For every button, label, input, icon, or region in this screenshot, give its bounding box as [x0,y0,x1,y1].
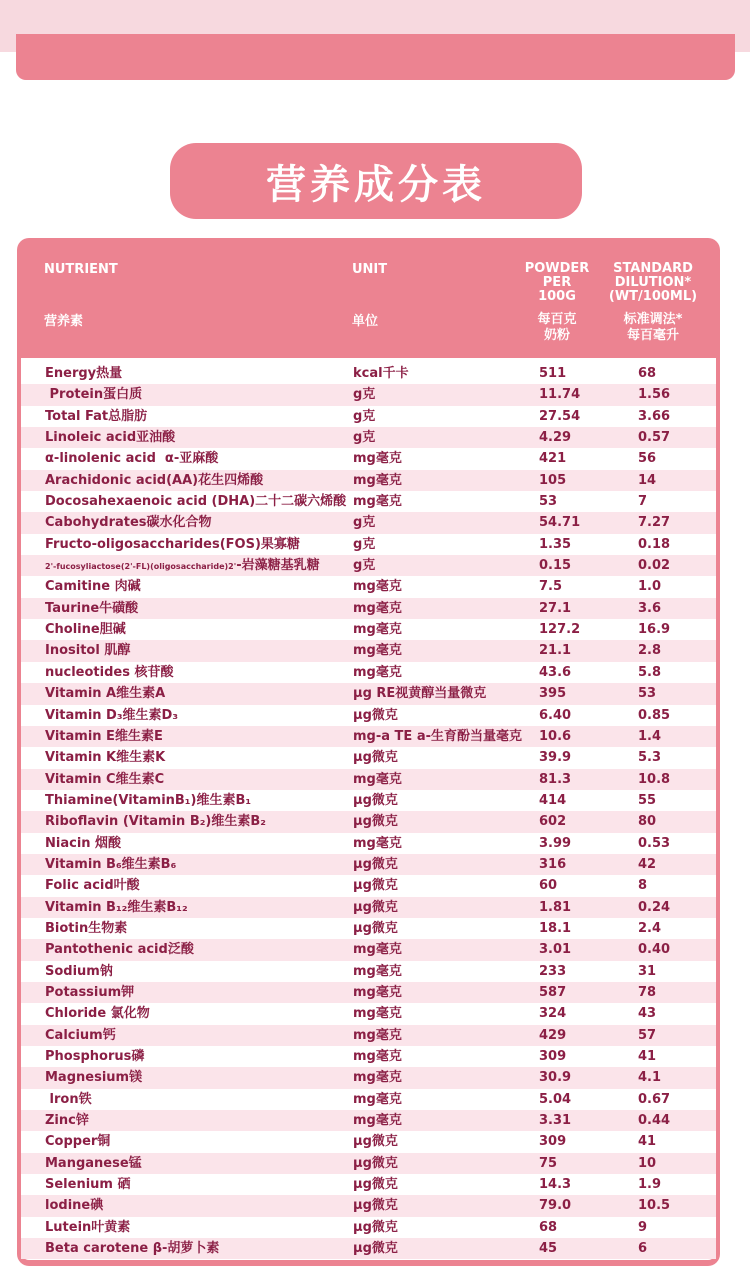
standard-value: 5.3 [638,750,662,766]
nutrient-unit: mg毫克 [353,771,402,787]
nutrient-name: Cabohydrates碳水化合物 [45,515,212,531]
header-unit-en: UNIT [352,262,388,277]
nutrient-unit: μg微克 [353,1241,398,1257]
nutrient-unit: g克 [353,387,376,403]
nutrient-unit: μg微克 [353,750,398,766]
nutrient-name: Taurine牛磺酸 [45,600,139,616]
table-row [21,918,716,939]
standard-value: 41 [638,1049,657,1064]
powder-value: 81.3 [539,771,572,787]
powder-value: 395 [539,686,567,702]
powder-value: 27.54 [539,408,581,424]
nutrient-unit: mg毫克 [353,1027,402,1043]
nutrient-unit: μg微克 [353,920,398,936]
header-nutrient-cn: 营养素 [44,314,84,329]
standard-value: 1.4 [638,728,662,744]
nutrient-unit: μg微克 [353,707,398,723]
powder-value: 602 [539,814,567,830]
nutrient-name: Vitamin B₁₂维生素B₁₂ [45,899,188,915]
nutrient-unit: mg毫克 [353,643,402,659]
table-row [21,598,716,619]
table-row [21,384,716,405]
table-row [21,1174,716,1195]
nutrient-unit: mg-a TE a-生育酚当量毫克 [353,728,522,744]
nutrient-name: lodine碘 [45,1198,104,1214]
header-std-cn-2: 每百毫升 [626,328,679,343]
powder-value: 7.5 [539,579,563,595]
nutrient-name: Vitamin B₆维生素B₆ [45,856,177,872]
powder-value: 43.6 [539,664,572,680]
powder-value: 5.04 [539,1091,572,1107]
header-powder-en-2: PER [542,275,572,290]
header-std-cn-1: 标准调法* [623,312,683,327]
table-row [21,683,716,704]
nutrient-unit: g克 [353,408,376,424]
standard-value: 43 [638,1006,657,1022]
table-row [21,512,716,533]
nutrient-name: Arachidonic acid(AA)花生四烯酸 [45,472,264,488]
nutrient-unit: mg毫克 [353,942,402,958]
nutrient-unit: mg毫克 [353,984,402,1000]
nutrient-name: Magnesium镁 [45,1070,143,1086]
table-row [21,811,716,832]
nutrient-name: Fructo-oligosaccharides(FOS)果寡糖 [45,536,300,552]
table-row [21,619,716,640]
standard-value: 2.4 [638,920,662,936]
header-powder-cn-2: 奶粉 [543,328,570,343]
standard-value: 1.0 [638,579,662,595]
powder-value: 309 [539,1134,567,1150]
powder-value: 11.74 [539,387,581,403]
nutrient-unit: μg微克 [353,856,398,872]
standard-value: 0.02 [638,558,671,574]
standard-value: 8 [638,878,648,894]
nutrient-unit: mg毫克 [353,664,402,680]
table-row [21,555,716,576]
nutrient-name: Beta carotene β-胡萝卜素 [45,1241,220,1257]
nutrient-unit: mg毫克 [353,1113,402,1129]
nutrient-name: Vitamin D₃维生素D₃ [45,707,179,723]
nutrient-unit: μg RE视黄醇当量微克 [353,686,487,702]
nutrient-unit: μg微克 [353,1198,398,1214]
header-unit-cn: 单位 [352,314,379,329]
standard-value: 0.53 [638,835,671,851]
powder-value: 429 [539,1027,567,1043]
table-row [21,1131,716,1152]
table-row [21,1003,716,1024]
header-powder-en-1: POWDER [524,261,590,276]
nutrient-name: Inositol 肌醇 [45,643,131,659]
powder-value: 45 [539,1241,558,1257]
table-row [21,470,716,491]
nutrient-name: Choline胆碱 [45,622,126,638]
standard-value: 0.44 [638,1113,671,1129]
powder-value: 421 [539,451,567,467]
powder-value: 75 [539,1155,558,1171]
header-powder [517,262,597,344]
table-row [21,662,716,683]
nutrient-unit: mg毫克 [353,963,402,979]
nutrient-unit: mg毫克 [353,494,402,510]
table-row [21,1089,716,1110]
nutrient-name: Lutein叶黄素 [45,1219,131,1235]
nutrient-name: Riboflavin (Vitamin B₂)维生素B₂ [45,814,266,830]
table-row [21,1110,716,1131]
nutrient-name: Total Fat总脂肪 [45,408,148,424]
header-std-en-3: (WT/100ML) [608,289,698,304]
header-standard [603,262,703,344]
nutrient-name: Energy热量 [45,366,123,381]
nutrient-name: Vitamin K维生素K [45,750,166,766]
standard-value: 16.9 [638,622,671,638]
powder-value: 233 [539,963,567,979]
table-row [21,640,716,661]
table-row [21,982,716,1003]
table-row [21,790,716,811]
standard-value: 41 [638,1134,657,1150]
standard-value: 56 [638,451,657,467]
standard-value: 9 [638,1219,648,1235]
table-row [21,726,716,747]
nutrient-name: Linoleic acid亚油酸 [45,430,176,446]
header-std-en-1: STANDARD [613,261,693,276]
table-row [21,1025,716,1046]
nutrient-unit: mg毫克 [353,622,402,638]
nutrient-name: Sodium钠 [45,963,113,979]
table-row [21,961,716,982]
nutrient-unit: μg微克 [353,792,398,808]
table-row [21,448,716,469]
table-row [21,1046,716,1067]
nutrient-unit: μg微克 [353,899,398,915]
powder-value: 4.29 [539,430,572,446]
powder-value: 21.1 [539,643,572,659]
nutrient-name: Zinc锌 [45,1113,89,1129]
standard-value: 7.27 [638,515,671,531]
powder-value: 324 [539,1006,567,1022]
nutrient-name: Folic acid叶酸 [45,878,140,894]
nutrient-unit: mg毫克 [353,579,402,595]
powder-value: 511 [539,366,567,381]
nutrient-name: nucleotides 核苷酸 [45,664,174,680]
standard-value: 31 [638,963,657,979]
powder-value: 54.71 [539,515,581,531]
nutrient-name-small: 2'-fucosyliactose(2'-FL)(oligosaccharide)2' [45,562,237,572]
table-row [21,705,716,726]
nutrient-unit: mg毫克 [353,472,402,488]
standard-value: 0.67 [638,1091,671,1107]
nutrient-unit: μg微克 [353,814,398,830]
powder-value: 414 [539,792,567,808]
nutrient-unit: μg微克 [353,1134,398,1150]
table-row [21,1217,716,1238]
standard-value: 57 [638,1027,657,1043]
nutrient-name-rest: -岩藻糖基乳糖 [236,558,320,574]
powder-value: 53 [539,494,558,510]
standard-value: 6 [638,1241,648,1257]
table-row [21,406,716,427]
standard-value: 1.9 [638,1177,662,1193]
nutrient-name: lron铁 [45,1091,92,1107]
nutrient-unit: g克 [353,430,376,446]
standard-value: 0.18 [638,536,671,552]
nutrient-name: Biotin生物素 [45,920,128,936]
powder-value: 6.40 [539,707,572,723]
nutrient-name: Calcium钙 [45,1027,116,1043]
nutrient-name: Phosphorus磷 [45,1049,145,1064]
standard-value: 42 [638,856,657,872]
nutrient-name: Camitine 肉碱 [45,579,141,595]
table-row [21,363,716,384]
powder-value: 18.1 [539,920,572,936]
powder-value: 127.2 [539,622,581,638]
standard-value: 80 [638,814,657,830]
nutrient-name: Vitamin A维生素A [45,686,166,702]
table-row [21,576,716,597]
nutrient-name: Potassium钾 [45,984,135,1000]
powder-value: 3.01 [539,942,572,958]
nutrient-unit: μg微克 [353,1219,398,1235]
nutrient-name: Pantothenic acid泛酸 [45,942,194,958]
nutrient-name: Selenium 硒 [45,1177,131,1193]
table-row [21,427,716,448]
standard-value: 78 [638,984,657,1000]
nutrient-name: Vitamin E维生素E [45,728,163,744]
powder-value: 10.6 [539,728,572,744]
table-row [21,534,716,555]
powder-value: 60 [539,878,558,894]
nutrient-unit: μg微克 [353,1155,398,1171]
table-row [21,747,716,768]
table-row [21,491,716,512]
table-row [21,875,716,896]
table-row [21,1067,716,1088]
table-row [21,854,716,875]
powder-value: 309 [539,1049,567,1064]
standard-value: 1.56 [638,387,671,403]
standard-value: 0.85 [638,707,671,723]
table-header [17,238,720,358]
powder-value: 105 [539,472,567,488]
nutrient-name [45,555,320,577]
powder-value: 14.3 [539,1177,572,1193]
nutrient-unit: mg毫克 [353,600,402,616]
header-powder-cn-1: 每百克 [537,312,577,327]
nutrient-name: α-linolenic acid α-亚麻酸 [45,451,219,467]
nutrition-table [17,238,720,1266]
nutrient-unit: mg毫克 [353,1070,402,1086]
standard-value: 55 [638,792,657,808]
table-row [21,1153,716,1174]
standard-value: 4.1 [638,1070,662,1086]
nutrient-unit: mg毫克 [353,451,402,467]
powder-value: 79.0 [539,1198,572,1214]
nutrient-unit: g克 [353,515,376,531]
powder-value: 316 [539,856,567,872]
standard-value: 0.40 [638,942,671,958]
nutrient-unit: g克 [353,536,376,552]
nutrient-name: Manganese锰 [45,1155,142,1171]
table-row [21,1238,716,1259]
nutrient-name: Protein蛋白质 [45,387,143,403]
nutrient-name: Chloride 氯化物 [45,1006,150,1022]
powder-value: 1.81 [539,899,572,915]
powder-value: 30.9 [539,1070,572,1086]
standard-value: 68 [638,366,657,381]
standard-value: 10.8 [638,771,671,787]
standard-value: 53 [638,686,657,702]
nutrient-unit: mg毫克 [353,1049,402,1064]
standard-value: 2.8 [638,643,662,659]
powder-value: 0.15 [539,558,572,574]
standard-value: 3.6 [638,600,662,616]
top-accent-bar [16,34,735,80]
standard-value: 10.5 [638,1198,671,1214]
table-row [21,1195,716,1216]
powder-value: 3.99 [539,835,572,851]
nutrient-name: Niacin 烟酸 [45,835,122,851]
header-nutrient-en: NUTRIENT [44,262,118,277]
nutrient-unit: mg毫克 [353,1006,402,1022]
page-title: 营养成分表 [170,143,582,219]
table-row [21,939,716,960]
standard-value: 3.66 [638,408,671,424]
powder-value: 68 [539,1219,558,1235]
powder-value: 39.9 [539,750,572,766]
standard-value: 10 [638,1155,657,1171]
standard-value: 14 [638,472,657,488]
table-body [21,358,716,1260]
powder-value: 587 [539,984,567,1000]
powder-value: 1.35 [539,536,572,552]
standard-value: 5.8 [638,664,662,680]
table-row [21,769,716,790]
standard-value: 7 [638,494,648,510]
nutrient-name: Copper铜 [45,1134,111,1150]
nutrient-unit: mg毫克 [353,1091,402,1107]
powder-value: 3.31 [539,1113,572,1129]
nutrient-name: Vitamin C维生素C [45,771,165,787]
powder-value: 27.1 [539,600,572,616]
nutrient-name: Thiamine(VitaminB₁)维生素B₁ [45,792,252,808]
nutrient-unit: kcal千卡 [353,366,409,381]
nutrient-name: Docosahexaenoic acid (DHA)二十二碳六烯酸 [45,494,347,510]
header-std-en-2: DILUTION* [614,275,692,290]
table-row [21,897,716,918]
header-powder-en-3: 100G [538,289,576,304]
nutrient-unit: μg微克 [353,1177,398,1193]
standard-value: 0.24 [638,899,671,915]
table-row [21,833,716,854]
standard-value: 0.57 [638,430,671,446]
nutrient-unit: g克 [353,558,376,574]
nutrient-unit: μg微克 [353,878,398,894]
nutrient-unit: mg毫克 [353,835,402,851]
